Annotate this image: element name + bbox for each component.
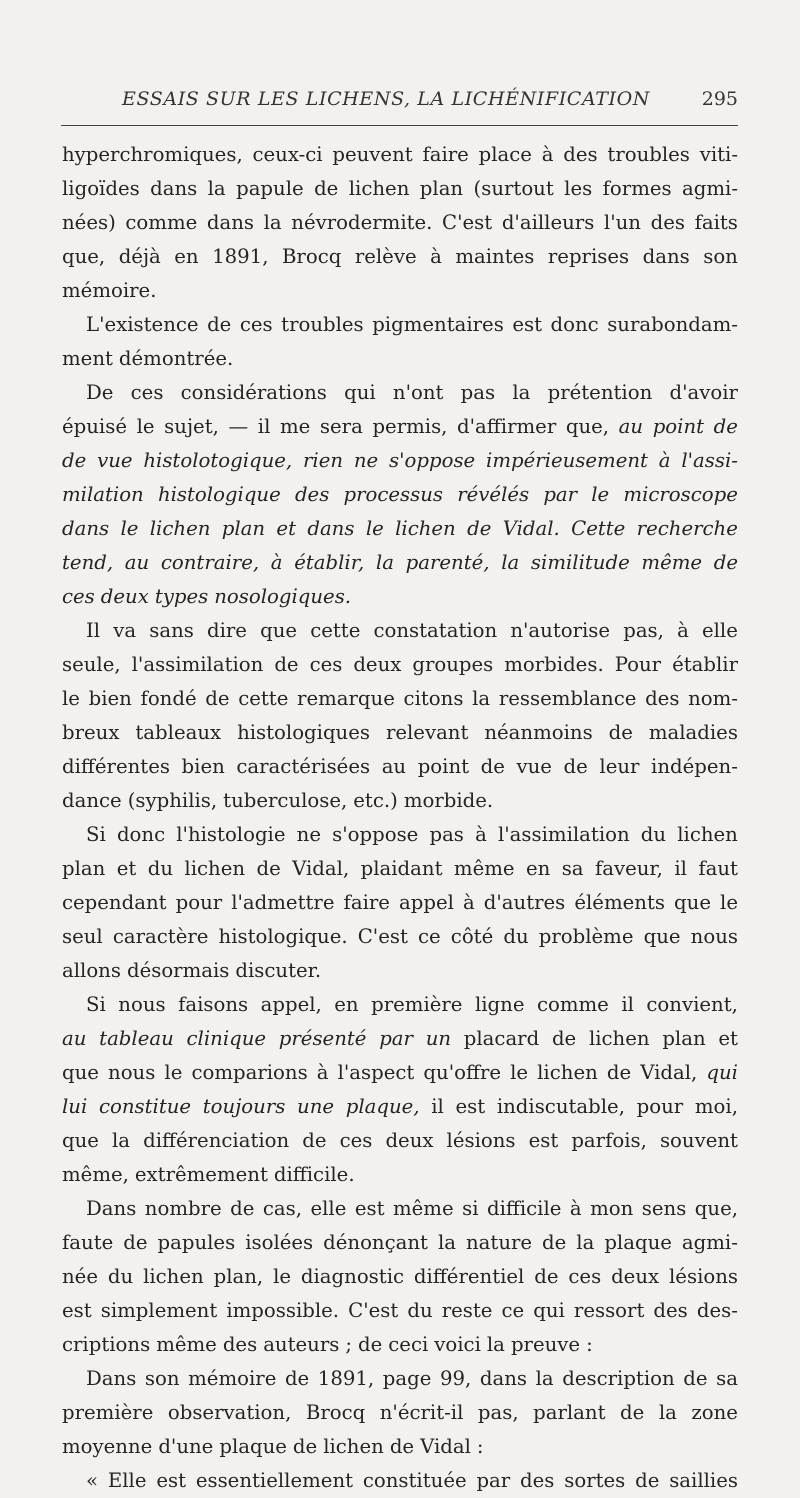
text-line: est simplement impossible. C'est du reste ce qui ressort des des- bbox=[62, 1299, 738, 1322]
text-line: allons désormais discuter. bbox=[62, 959, 322, 982]
text-line: L'existence de ces troubles pigmentaires est donc surabondam- bbox=[86, 313, 738, 336]
text-line: Si nous faisons appel, en première ligne comme il convient, bbox=[86, 993, 738, 1016]
text-line: seule, l'assimilation de ces deux groupes morbides. Pour établir bbox=[62, 653, 738, 676]
text-line: criptions même des auteurs ; de ceci voici la preuve : bbox=[62, 1333, 593, 1356]
text-line: que la différenciation de ces deux lésions est parfois, souvent bbox=[62, 1129, 738, 1152]
text-line: lui constitue toujours une plaque, il est indiscutable, pour moi, bbox=[62, 1095, 738, 1118]
text-line: née du lichen plan, le diagnostic différentiel de ces deux lésions bbox=[62, 1265, 738, 1288]
header-rule bbox=[61, 125, 738, 126]
text-line: ment démontrée. bbox=[62, 347, 234, 370]
text-line: Si donc l'histologie ne s'oppose pas à l'assimilation du lichen bbox=[86, 823, 738, 846]
text-line: faute de papules isolées dénonçant la nature de la plaque agmi- bbox=[62, 1231, 738, 1254]
text-line: le bien fondé de cette remarque citons la ressemblance des nom- bbox=[62, 687, 738, 710]
text-line: dans le lichen plan et dans le lichen de Vidal. Cette recherche bbox=[62, 517, 738, 540]
text-line: milation histologique des processus révélés par le microscope bbox=[62, 483, 738, 506]
text-line: première observation, Brocq n'écrit-il pas, parlant de la zone bbox=[62, 1401, 738, 1424]
text-line: moyenne d'une plaque de lichen de Vidal : bbox=[62, 1435, 484, 1458]
text-line: « Elle est essentiellement constituée par des sortes de saillies bbox=[86, 1469, 738, 1492]
text-line: ligoïdes dans la papule de lichen plan (surtout les formes agmi- bbox=[62, 177, 738, 200]
body-text bbox=[62, 138, 738, 1498]
text-line: épuisé le sujet, — il me sera permis, d'affirmer que, au point de bbox=[62, 415, 738, 438]
text-line: hyperchromiques, ceux-ci peuvent faire place à des troubles viti- bbox=[62, 143, 738, 166]
text-line: Dans nombre de cas, elle est même si difficile à mon sens que, bbox=[86, 1197, 738, 1220]
text-line: que, déjà en 1891, Brocq relève à maintes reprises dans son bbox=[62, 245, 738, 268]
running-title: ESSAIS SUR LES LICHENS, LA LICHÉNIFICATION bbox=[122, 88, 651, 110]
text-line: que nous le comparions à l'aspect qu'offre le lichen de Vidal, qui bbox=[62, 1061, 738, 1084]
text-line: Dans son mémoire de 1891, page 99, dans la description de sa bbox=[86, 1367, 738, 1390]
text-line: tend, au contraire, à établir, la parenté, la similitude même de bbox=[62, 551, 738, 574]
text-line: dance (syphilis, tuberculose, etc.) morbide. bbox=[62, 789, 494, 812]
text-line: plan et du lichen de Vidal, plaidant même en sa faveur, il faut bbox=[62, 857, 738, 880]
text-line: breux tableaux histologiques relevant néanmoins de maladies bbox=[62, 721, 738, 744]
text-line: nées) comme dans la névrodermite. C'est d'ailleurs l'un des faits bbox=[62, 211, 738, 234]
text-line: différentes bien caractérisées au point de vue de leur indépen- bbox=[62, 755, 738, 778]
text-line: De ces considérations qui n'ont pas la prétention d'avoir bbox=[86, 381, 738, 404]
text-line: cependant pour l'admettre faire appel à d'autres éléments que le bbox=[62, 891, 738, 914]
text-line: Il va sans dire que cette constatation n'autorise pas, à elle bbox=[86, 619, 738, 642]
text-line: même, extrêmement difficile. bbox=[62, 1163, 355, 1186]
text-line: au tableau clinique présenté par un placard de lichen plan et bbox=[62, 1027, 738, 1050]
text-line: mémoire. bbox=[62, 279, 157, 302]
text-line: seul caractère histologique. C'est ce côté du problème que nous bbox=[62, 925, 738, 948]
text-line: ces deux types nosologiques. bbox=[62, 585, 352, 608]
page-number: 295 bbox=[701, 88, 738, 110]
text-line: de vue histolotogique, rien ne s'oppose impérieusement à l'assi- bbox=[62, 449, 738, 472]
running-head bbox=[62, 88, 738, 118]
